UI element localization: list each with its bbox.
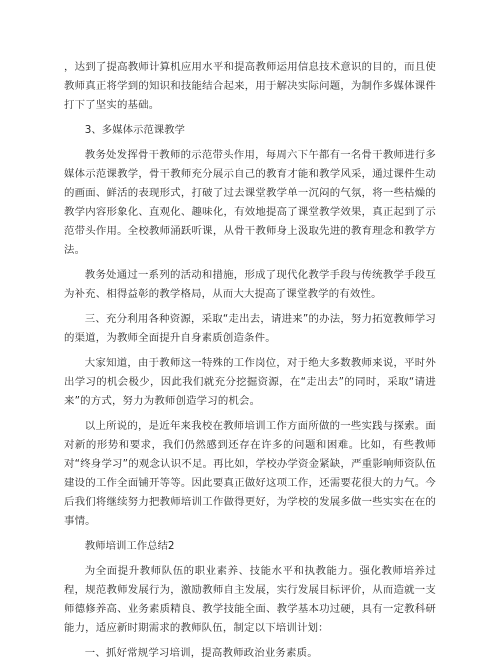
paragraph-4: 教务处通过一系列的活动和措施，形成了现代化教学手段与传统教学手段互为补充、相得益彰的教学格局，从而大大提高了课堂教学的有效性。 [64, 269, 436, 300]
paragraph-5: 三、充分利用各种资源，采取“走出去，请进来”的办法，努力拓宽教师学习的渠道，为教师全面提升自身素质创造条件。 [64, 313, 436, 344]
paragraph-9: 为全面提升教师队伍的职业素养、技能水平和执教能力。强化教师培养过程，规范教师发展行为，激励教师自主发展，实行发展目标评价，从而造就一支师德修养高、业务素质精良、教学技能全面、教学基本功过硬，具有一定教科研能力，适应新时期需求的教师队伍，制定以下培训计划： [64, 565, 436, 634]
document-page [64, 58, 436, 663]
paragraph-1: ，达到了提高教师计算机应用水平和提高教师运用信息技术意识的目的，而且使教师真正将学到的知识和技能结合起来，用于解决实际问题，为制作多媒体课件打下了坚实的基础。 [64, 61, 436, 111]
section-heading-multimedia-demo: 3、多媒体示范课教学 [84, 124, 185, 136]
section-heading-summary-2: 教师培训工作总结2 [84, 540, 175, 552]
paragraph-6: 大家知道，由于教师这一特殊的工作岗位，对于绝大多数教师来说，平时外出学习的机会极少，因此我们就充分挖掘资源，在“走出去”的同时，采取“请进来”的方式，努力为教师创造学习的机会。 [64, 357, 436, 407]
paragraph-3: 教务处发挥骨干教师的示范带头作用，每周六下午都有一名骨干教师进行多媒体示范课教学，骨干教师充分展示自己的教育才能和教学风采，通过课件生动的画面、鲜活的表现形式，打破了过去课堂教学单一沉闷的气氛，将一些枯燥的教学内容形象化、直观化、趣味化，有效地提高了课堂教学效果，真正起到了示范带头作用。全校教师涌跃听课，从骨干教师身上汲取先进的教育理念和教学方法。 [64, 149, 436, 256]
paragraph-10: 一、抓好常规学习培训，提高教师政治业务素质。 [84, 647, 318, 659]
paragraph-7: 以上所说的，是近年来我校在教师培训工作方面所做的一些实践与探索。面对新的形势和要求，我们仍然感到还存在许多的问题和困难。比如，有些教师对“终身学习”的观念认识不足。再比如，学校办学资金紧缺，严重影响师资队伍建设的工作全面铺开等等。因此要真正做好这项工作，还需要花很大的力气。今后我们将继续努力把教师培训工作做得更好，为学校的发展多做一些实实在在的事情。 [64, 420, 436, 527]
